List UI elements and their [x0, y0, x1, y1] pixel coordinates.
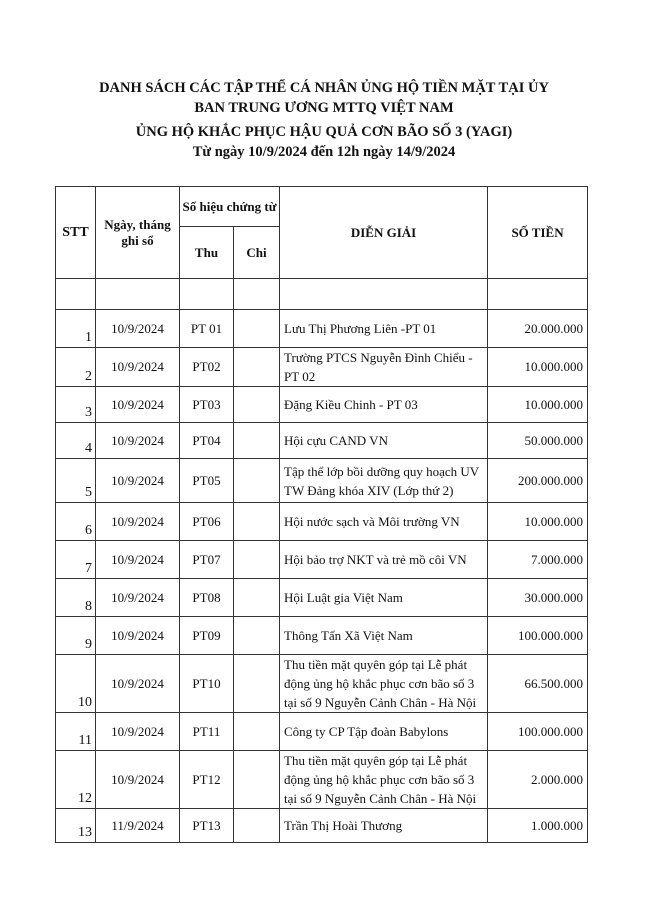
row-voucher-chi: [234, 751, 280, 809]
row-voucher-thu: PT10: [180, 655, 234, 713]
row-voucher-thu: PT07: [180, 541, 234, 579]
table-spacer-row: [56, 279, 588, 310]
row-date: 11/9/2024: [96, 809, 180, 843]
table-row: [56, 310, 588, 348]
row-description: Thông Tấn Xã Việt Nam: [280, 617, 488, 655]
row-date: 10/9/2024: [96, 713, 180, 751]
row-description: Thu tiền mặt quyên góp tại Lễ phát động ủng hộ khắc phục cơn bão số 3 tại số 9 Nguyễn Cảnh Chân - Hà Nội: [280, 751, 488, 809]
row-voucher-thu: PT09: [180, 617, 234, 655]
table-row: [56, 459, 588, 503]
row-date: 10/9/2024: [96, 459, 180, 503]
row-stt: 10: [56, 655, 96, 713]
row-stt: 3: [56, 387, 96, 423]
header-voucher: Số hiệu chứng từ: [180, 187, 280, 227]
row-date: 10/9/2024: [96, 310, 180, 348]
table-row: [56, 348, 588, 387]
row-amount: 50.000.000: [488, 423, 588, 459]
row-voucher-chi: [234, 809, 280, 843]
row-stt: 5: [56, 459, 96, 503]
row-date: 10/9/2024: [96, 655, 180, 713]
row-description: Đặng Kiều Chinh - PT 03: [280, 387, 488, 423]
table-row: [56, 617, 588, 655]
row-stt: 7: [56, 541, 96, 579]
row-voucher-chi: [234, 310, 280, 348]
donation-table: [55, 186, 588, 843]
header-description: DIỄN GIẢI: [280, 187, 488, 279]
row-stt: 6: [56, 503, 96, 541]
row-voucher-thu: PT08: [180, 579, 234, 617]
row-stt: 12: [56, 751, 96, 809]
row-amount: 7.000.000: [488, 541, 588, 579]
row-amount: 66.500.000: [488, 655, 588, 713]
header-stt: STT: [56, 187, 96, 279]
table-row: [56, 751, 588, 809]
header-thu: Thu: [180, 227, 234, 279]
row-amount: 1.000.000: [488, 809, 588, 843]
table-row: [56, 809, 588, 843]
row-amount: 10.000.000: [488, 503, 588, 541]
row-stt: 1: [56, 310, 96, 348]
row-voucher-chi: [234, 459, 280, 503]
row-stt: 4: [56, 423, 96, 459]
row-date: 10/9/2024: [96, 541, 180, 579]
row-date: 10/9/2024: [96, 503, 180, 541]
row-voucher-chi: [234, 387, 280, 423]
row-date: 10/9/2024: [96, 579, 180, 617]
row-amount: 10.000.000: [488, 348, 588, 387]
row-description: Thu tiền mặt quyên góp tại Lễ phát động ủng hộ khắc phục cơn bão số 3 tại số 9 Nguyễn Cảnh Chân - Hà Nội: [280, 655, 488, 713]
header-date: [96, 187, 180, 279]
title-line-2: BAN TRUNG ƯƠNG MTTQ VIỆT NAM: [194, 100, 454, 116]
row-date: 10/9/2024: [96, 387, 180, 423]
row-stt: 9: [56, 617, 96, 655]
row-voucher-thu: PT13: [180, 809, 234, 843]
row-date: 10/9/2024: [96, 423, 180, 459]
row-stt: 13: [56, 809, 96, 843]
table-row: [56, 541, 588, 579]
row-amount: 2.000.000: [488, 751, 588, 809]
row-voucher-thu: PT12: [180, 751, 234, 809]
row-description: Hội bảo trợ NKT và trẻ mồ côi VN: [280, 541, 488, 579]
table-row: [56, 713, 588, 751]
row-amount: 200.000.000: [488, 459, 588, 503]
row-voucher-chi: [234, 617, 280, 655]
table-row: [56, 387, 588, 423]
row-voucher-chi: [234, 541, 280, 579]
row-description: Hội Luật gia Việt Nam: [280, 579, 488, 617]
row-amount: 100.000.000: [488, 617, 588, 655]
row-description: Hội cựu CAND VN: [280, 423, 488, 459]
header-date-line-1: Ngày, tháng: [104, 216, 171, 232]
row-amount: 10.000.000: [488, 387, 588, 423]
title-line-3: ỦNG HỘ KHẮC PHỤC HẬU QUẢ CƠN BÃO SỐ 3 (YAGI): [135, 124, 513, 140]
row-voucher-thu: PT06: [180, 503, 234, 541]
row-voucher-chi: [234, 713, 280, 751]
row-voucher-thu: PT03: [180, 387, 234, 423]
row-voucher-thu: PT05: [180, 459, 234, 503]
row-description: Tập thể lớp bồi dưỡng quy hoạch UV TW Đảng khóa XIV (Lớp thứ 2): [280, 459, 488, 503]
header-amount: SỐ TIỀN: [488, 187, 588, 279]
title-date-range: Từ ngày 10/9/2024 đến 12h ngày 14/9/2024: [192, 144, 456, 160]
row-date: 10/9/2024: [96, 348, 180, 387]
row-voucher-thu: PT 01: [180, 310, 234, 348]
row-amount: 100.000.000: [488, 713, 588, 751]
row-voucher-chi: [234, 655, 280, 713]
table-row: [56, 655, 588, 713]
row-description: Lưu Thị Phương Liên -PT 01: [280, 310, 488, 348]
row-voucher-thu: PT04: [180, 423, 234, 459]
row-stt: 2: [56, 348, 96, 387]
row-amount: 20.000.000: [488, 310, 588, 348]
row-description: Hội nước sạch và Môi trường VN: [280, 503, 488, 541]
table-row: [56, 503, 588, 541]
header-date-line-2: ghi sổ: [121, 232, 154, 248]
table-body: [56, 279, 588, 843]
table-row: [56, 579, 588, 617]
row-amount: 30.000.000: [488, 579, 588, 617]
table-row: [56, 423, 588, 459]
row-voucher-thu: PT11: [180, 713, 234, 751]
row-voucher-chi: [234, 423, 280, 459]
header-chi: Chi: [234, 227, 280, 279]
row-description: Trường PTCS Nguyễn Đình Chiểu - PT 02: [280, 348, 488, 387]
row-voucher-chi: [234, 348, 280, 387]
row-stt: 8: [56, 579, 96, 617]
title-line-1: DANH SÁCH CÁC TẬP THỂ CÁ NHÂN ỦNG HỘ TIỀN MẶT TẠI ỦY: [99, 80, 549, 96]
row-stt: 11: [56, 713, 96, 751]
row-voucher-thu: PT02: [180, 348, 234, 387]
row-voucher-chi: [234, 503, 280, 541]
row-description: Trần Thị Hoài Thương: [280, 809, 488, 843]
row-date: 10/9/2024: [96, 617, 180, 655]
row-voucher-chi: [234, 579, 280, 617]
row-date: 10/9/2024: [96, 751, 180, 809]
row-description: Công ty CP Tập đoàn Babylons: [280, 713, 488, 751]
